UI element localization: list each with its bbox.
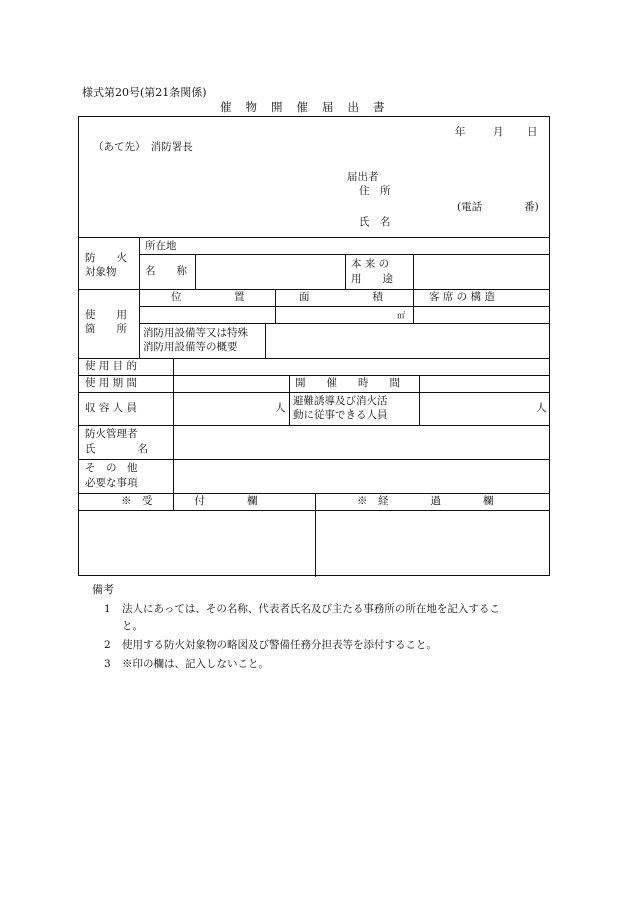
col-line — [139, 237, 140, 358]
col-line — [413, 254, 414, 289]
usage-location-section-label: 使 用 — [85, 309, 127, 321]
note-item — [104, 656, 269, 671]
col-line — [289, 375, 290, 425]
note-text: 法人にあっては、その名称、代表者氏名及び主たる事務所の所在地を記入するこ — [122, 603, 500, 615]
date-year-label: 年 — [455, 126, 466, 138]
fire-manager-label: 防火管理者 — [85, 428, 138, 440]
col-line — [413, 289, 414, 323]
col-line — [265, 323, 266, 358]
notes-title: 備考 — [92, 583, 114, 596]
equipment-label: 消防用設備等又は特殊 — [143, 327, 248, 339]
original-use-label: 本 来 の — [351, 258, 390, 270]
addressee-label: （あて先） 消防署長 — [93, 141, 193, 153]
form-number: 様式第20号(第21条関係) — [82, 86, 207, 99]
fire-target-section-label: 防 火 — [85, 252, 127, 264]
date-month-label: 月 — [493, 126, 504, 138]
row-line — [79, 510, 549, 511]
evacuation-label: 避難誘導及び消火活 — [293, 395, 388, 407]
seat-structure-label: 客 席 の 構 造 — [429, 291, 495, 303]
original-use-label: 用 途 — [351, 273, 393, 285]
form-title: 催物開催届出書 — [220, 100, 399, 114]
reception-column-label: ※ 受 付 欄 — [121, 495, 258, 507]
usage-location-section-label: 箇 所 — [85, 323, 127, 335]
row-line — [79, 425, 549, 426]
row-line — [139, 254, 549, 255]
phone-label: (電話 番) — [457, 201, 539, 213]
col-line — [315, 493, 316, 577]
evacuation-label: 動に従事できる人員 — [293, 409, 388, 421]
note-text-continued: と。 — [122, 620, 143, 632]
target-name-label: 名 称 — [145, 265, 187, 277]
purpose-label: 使 用 目 的 — [85, 360, 138, 372]
capacity-unit: 人 — [275, 402, 286, 414]
row-line — [79, 358, 549, 359]
address-label: 住 所 — [359, 185, 391, 197]
event-time-label: 開 催 時 間 — [295, 377, 400, 389]
fire-target-section-label: 対象物 — [85, 266, 117, 278]
area-unit: ㎡ — [397, 311, 405, 320]
col-line — [173, 358, 174, 510]
note-text: 使用する防火対象物の略図及び警備任務分担表等を添付すること。 — [122, 639, 437, 651]
period-label: 使 用 期 間 — [85, 377, 138, 389]
location-label: 所在地 — [145, 240, 177, 252]
row-line — [79, 289, 549, 290]
col-line — [195, 254, 196, 289]
note-number: 1 — [104, 603, 111, 615]
col-line — [419, 375, 420, 425]
col-line — [345, 254, 346, 289]
row-line — [79, 459, 549, 460]
position-label: 位 置 — [171, 291, 245, 303]
progress-column-label: ※ 経 過 欄 — [357, 495, 494, 507]
capacity-label: 収 容 人 員 — [85, 402, 138, 414]
name-label: 氏 名 — [359, 216, 391, 228]
row-line — [139, 306, 549, 307]
note-number: 3 — [104, 658, 111, 670]
evacuation-unit: 人 — [536, 402, 547, 414]
note-number: 2 — [104, 639, 111, 651]
row-line — [79, 375, 549, 376]
notifier-label: 届出者 — [347, 171, 379, 183]
row-line — [79, 493, 549, 494]
row-line — [139, 323, 549, 324]
note-text: ※印の欄は、記入しないこと。 — [122, 658, 269, 670]
row-line — [79, 392, 549, 393]
area-label: 面 積 — [299, 291, 383, 303]
form-table — [78, 116, 550, 576]
row-line — [79, 237, 549, 238]
fire-manager-label: 氏 名 — [85, 443, 148, 455]
note-item — [104, 637, 437, 652]
date-day-label: 日 — [527, 126, 538, 138]
note-item — [104, 601, 500, 616]
col-line — [275, 289, 276, 323]
other-label: 必要な事項 — [85, 477, 138, 489]
equipment-label: 消防用設備等の概要 — [143, 341, 238, 353]
other-label: そ の 他 — [85, 462, 138, 474]
